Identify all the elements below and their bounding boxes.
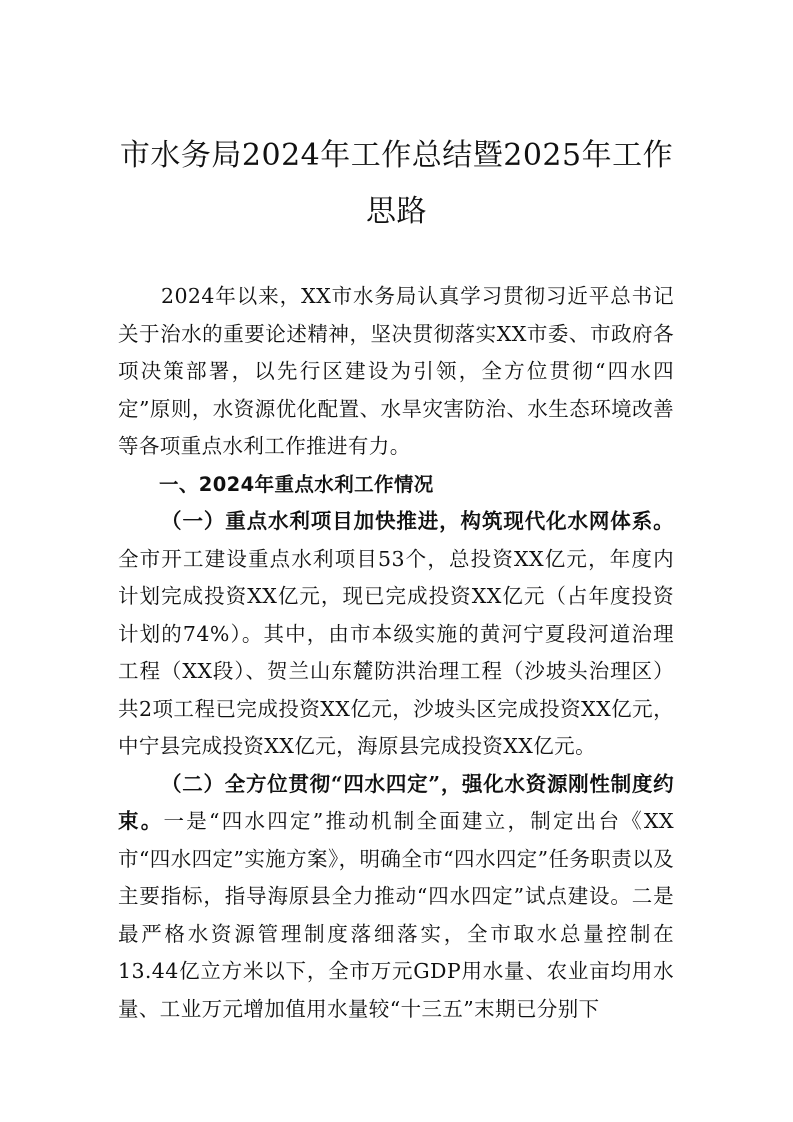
document-title: 市水务局2024年工作总结暨2025年工作思路 [119,138,674,229]
item-2-heading: （二）全方位贯彻“四水四定”，强化水资源刚性制度约束。 [118,771,674,833]
document-body [118,278,674,1028]
item-1-body: 全市开工建设重点水利项目53个，总投资XX亿元，年度内计划完成投资XX亿元，现已完成投资XX亿元（占年度投资计划的74%）。其中，由市本级实施的黄河宁夏段河道治理工程（XX段）、贺兰山东麓防洪治理工程（沙坡头治理区）共2项工程已完成投资XX亿元，沙坡头区完成投资XX亿元，中宁县完成投资XX亿元，海原县完成投资XX亿元。 [118,546,674,758]
item-2-paragraph [118,766,674,1029]
intro-paragraph: 2024年以来，XX市水务局认真学习贯彻习近平总书记关于治水的重要论述精神，坚决贯彻落实XX市委、市政府各项决策部署，以先行区建设为引领，全方位贯彻“四水四定”原则，水资源优化配置、水旱灾害防治、水生态环境改善等各项重点水利工作推进有力。 [118,284,674,458]
item-1-heading: （一）重点水利项目加快推进，构筑现代化水网体系。 [161,509,674,533]
item-2-body: 一是“四水四定”推动机制全面建立，制定出台《XX市“四水四定”实施方案》，明确全市“四水四定”任务职责以及主要指标，指导海原县全力推动“四水四定”试点建设。二是最严格水资源管理制度落细落实，全市取水总量控制在13.44亿立方米以下，全市万元GDP用水量、农业亩均用水量、工业万元增加值用水量较“十三五”末期已分别下 [118,809,674,1021]
item-1-paragraph [118,503,674,766]
section-heading: 一、2024年重点水利工作情况 [158,472,434,496]
